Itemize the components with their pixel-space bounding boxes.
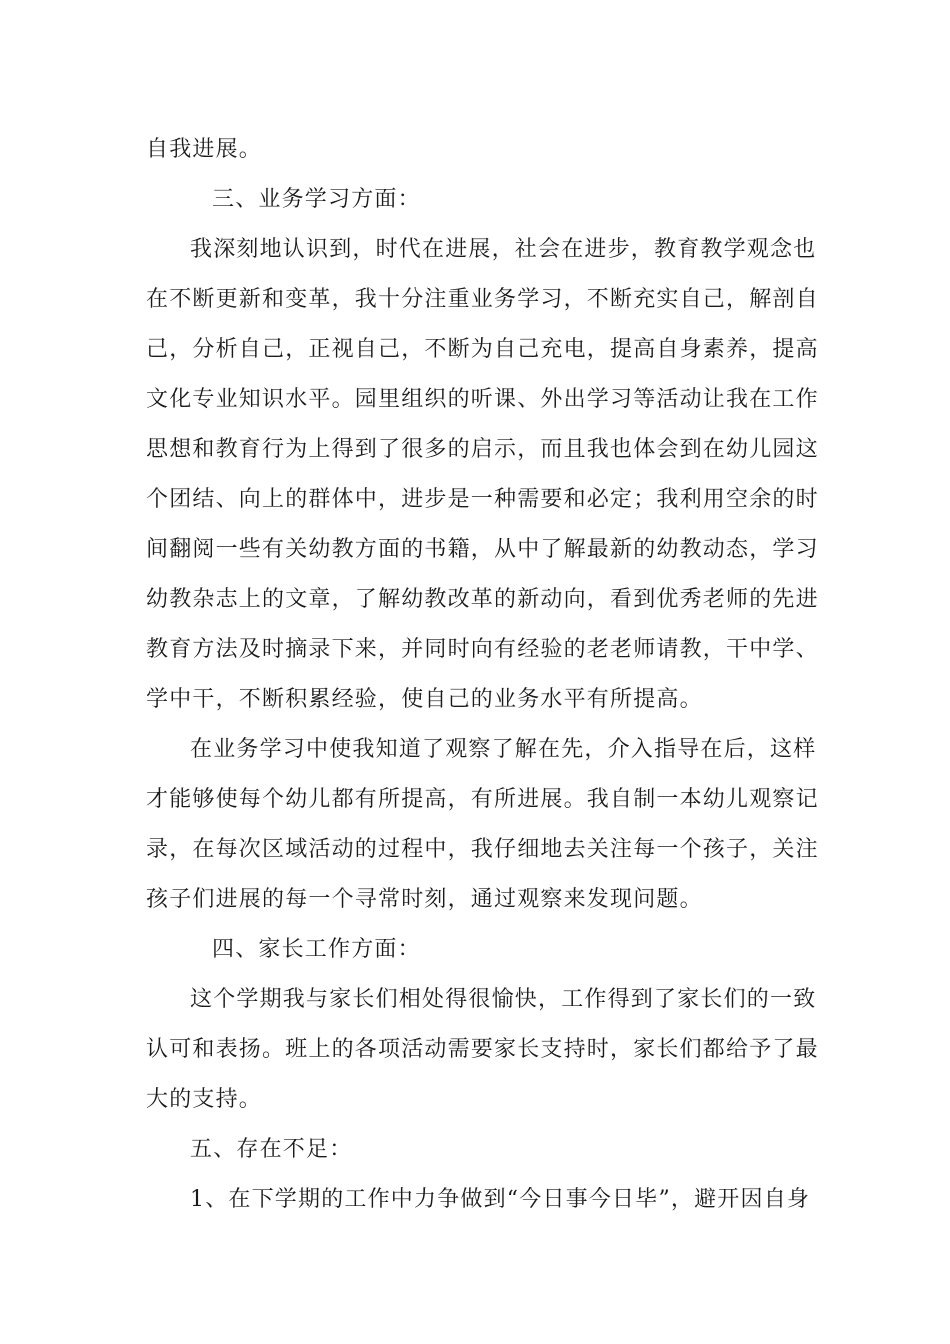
paragraph-line: 1、在下学期的工作中力争做到“今日事今日毕”，避开因自身: [190, 1187, 811, 1212]
paragraph-line: 己，分析自己，正视自己，不断为自己充电，提高自身素养，提高: [146, 337, 819, 362]
paragraph-line: 在业务学习中使我知道了观察了解在先，介入指导在后，这样: [190, 737, 817, 762]
paragraph-line: 录，在每次区域活动的过程中，我仔细地去关注每一个孩子，关注: [146, 837, 819, 862]
paragraph-line: 我深刻地认识到，时代在进展，社会在进步，教育教学观念也: [190, 237, 817, 262]
section-heading: 三、业务学习方面：: [212, 187, 421, 212]
paragraph-line: 思想和教育行为上得到了很多的启示，而且我也体会到在幼儿园这: [146, 437, 819, 462]
paragraph-line: 学中干，不断积累经验，使自己的业务水平有所提高。: [146, 687, 703, 712]
section-heading: 五、存在不足：: [190, 1137, 353, 1162]
paragraph-line: 文化专业知识水平。园里组织的听课、外出学习等活动让我在工作: [146, 387, 819, 412]
paragraph-line: 才能够使每个幼儿都有所提高，有所进展。我自制一本幼儿观察记: [146, 787, 819, 812]
paragraph-line: 大的支持。: [146, 1087, 263, 1112]
paragraph-line: 教育方法及时摘录下来，并同时向有经验的老老师请教，干中学、: [146, 637, 819, 662]
paragraph-line: 这个学期我与家长们相处得很愉快，工作得到了家长们的一致: [190, 987, 817, 1012]
paragraph-line: 自我进展。: [146, 137, 263, 162]
paragraph-line: 幼教杂志上的文章，了解幼教改革的新动向，看到优秀老师的先进: [146, 587, 819, 612]
paragraph-line: 孩子们进展的每一个寻常时刻，通过观察来发现问题。: [146, 887, 703, 912]
paragraph-line: 认可和表扬。班上的各项活动需要家长支持时，家长们都给予了最: [146, 1037, 819, 1062]
section-heading: 四、家长工作方面：: [212, 937, 421, 962]
paragraph-line: 间翻阅一些有关幼教方面的书籍，从中了解最新的幼教动态，学习: [146, 537, 819, 562]
paragraph-line: 个团结、向上的群体中，进步是一种需要和必定；我利用空余的时: [146, 487, 819, 512]
paragraph-line: 在不断更新和变革，我十分注重业务学习，不断充实自己，解剖自: [146, 287, 819, 312]
